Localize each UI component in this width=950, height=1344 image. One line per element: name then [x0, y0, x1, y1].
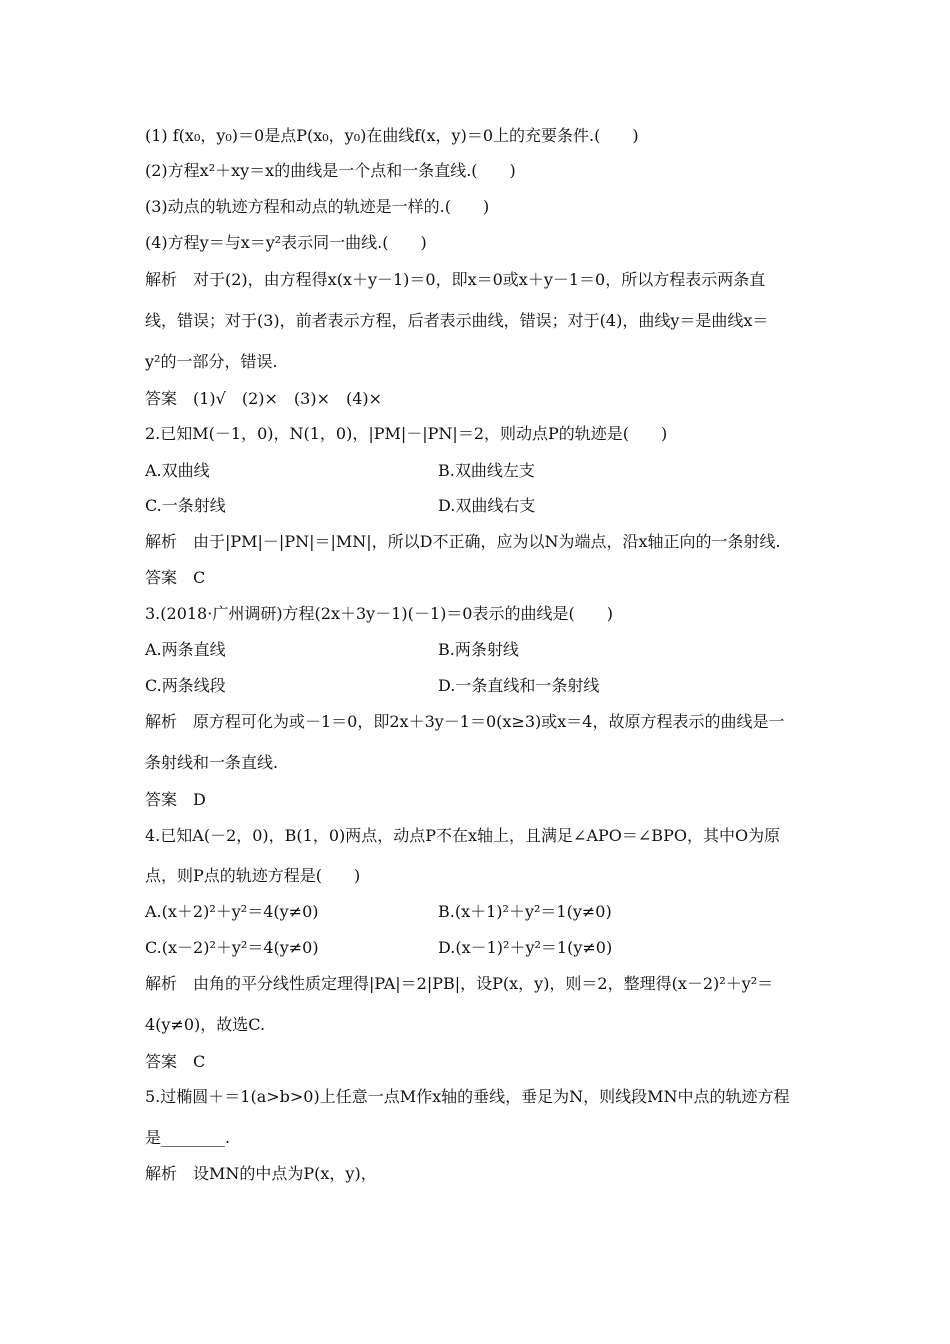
- answer-4: 答案 C: [145, 1052, 206, 1071]
- question-4-line-1: 4.已知A(－2，0)，B(1，0)两点，动点P不在x轴上，且满足∠APO＝∠BPO，其中O为原: [145, 826, 781, 845]
- analysis-4-line-1: 解析 由角的平分线性质定理得|PA|＝2|PB|，设P(x，y)，则＝2，整理得(x－2)²＋y²＝: [145, 974, 774, 993]
- answer-2: 答案 C: [145, 568, 206, 587]
- analysis-1-line-3: y²的一部分，错误.: [145, 352, 278, 371]
- q4-option-a: A.(x＋2)²＋y²＝4(y≠0): [145, 902, 319, 921]
- statement-4: (4)方程y＝与x＝y²表示同一曲线.( ): [145, 233, 427, 252]
- analysis-4-line-2: 4(y≠0)，故选C.: [145, 1015, 266, 1034]
- analysis-1-line-1: 解析 对于(2)，由方程得x(x＋y－1)＝0，即x＝0或x＋y－1＝0，所以方程表示两条直: [145, 270, 766, 289]
- analysis-3-line-2: 条射线和一条直线.: [145, 753, 279, 772]
- statement-1: (1) f(x₀，y₀)＝0是点P(x₀，y₀)在曲线f(x，y)＝0上的充要条件.( ): [145, 126, 639, 145]
- analysis-3-line-1: 解析 原方程可化为或－1＝0，即2x＋3y－1＝0(x≥3)或x＝4，故原方程表示的曲线是一: [145, 712, 785, 731]
- analysis-2: 解析 由于|PM|－|PN|＝|MN|，所以D不正确，应为以N为端点，沿x轴正向的一条射线.: [145, 532, 781, 551]
- question-5-line-1: 5.过椭圆＋＝1(a>b>0)上任意一点M作x轴的垂线，垂足为N，则线段MN中点的轨迹方程: [145, 1087, 790, 1106]
- statement-2: (2)方程x²＋xy＝x的曲线是一个点和一条直线.( ): [145, 161, 516, 180]
- question-2: 2.已知M(－1，0)，N(1，0)，|PM|－|PN|＝2，则动点P的轨迹是( ): [145, 424, 668, 443]
- q3-option-d: D.一条直线和一条射线: [438, 676, 600, 695]
- q3-option-b: B.两条射线: [438, 640, 519, 659]
- analysis-5: 解析 设MN的中点为P(x，y)，: [145, 1164, 377, 1183]
- analysis-1-line-2: 线，错误；对于(3)，前者表示方程，后者表示曲线，错误；对于(4)，曲线y＝是曲线x＝: [145, 311, 769, 330]
- question-3: 3.(2018·广州调研)方程(2x＋3y－1)(－1)＝0表示的曲线是( ): [145, 604, 613, 623]
- answer-3: 答案 D: [145, 790, 206, 809]
- q4-option-c: C.(x－2)²＋y²＝4(y≠0): [145, 938, 319, 957]
- q4-option-d: D.(x－1)²＋y²＝1(y≠0): [438, 938, 613, 957]
- question-4-line-2: 点，则P点的轨迹方程是( ): [145, 866, 361, 885]
- q4-option-b: B.(x＋1)²＋y²＝1(y≠0): [438, 902, 612, 921]
- q3-option-c: C.两条线段: [145, 676, 226, 695]
- q2-option-b: B.双曲线左支: [438, 461, 535, 480]
- question-5-line-2: 是________.: [145, 1128, 231, 1147]
- q2-option-d: D.双曲线右支: [438, 496, 536, 515]
- q3-option-a: A.两条直线: [145, 640, 226, 659]
- statement-3: (3)动点的轨迹方程和动点的轨迹是一样的.( ): [145, 197, 490, 216]
- q2-option-a: A.双曲线: [145, 461, 210, 480]
- q2-option-c: C.一条射线: [145, 496, 226, 515]
- answer-1: 答案 (1)√ (2)× (3)× (4)×: [145, 389, 383, 408]
